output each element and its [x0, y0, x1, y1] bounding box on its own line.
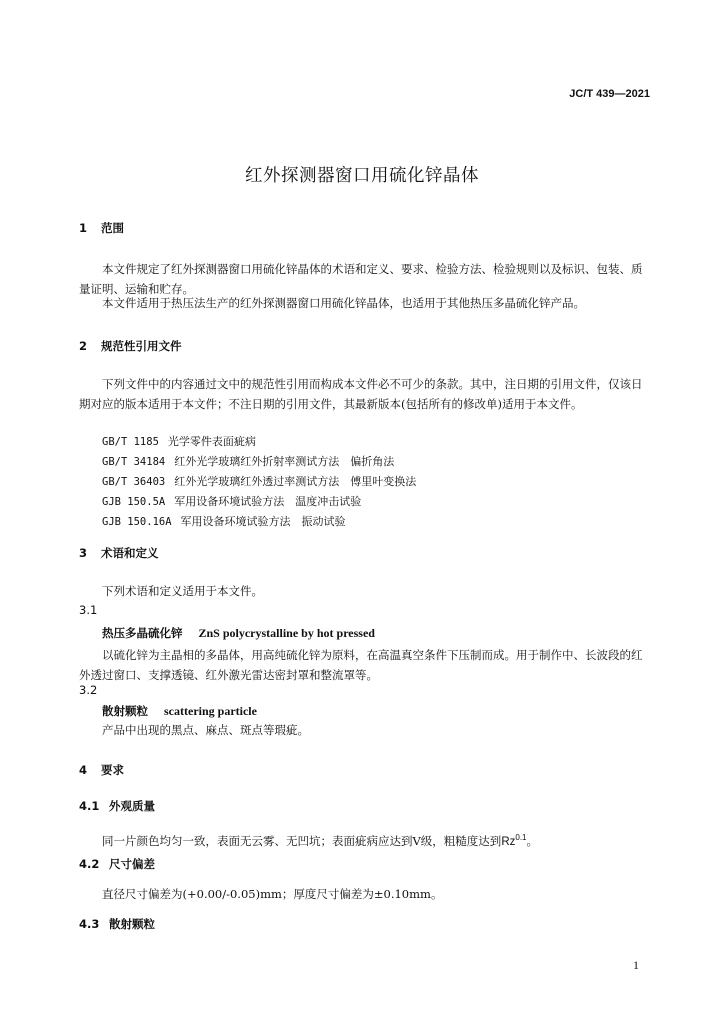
- section-4-heading: [79, 762, 124, 778]
- reference-title: 光学零件表面疵病: [167, 435, 256, 448]
- subsection-number: 4.3: [79, 917, 100, 931]
- roughness-label: Rz: [501, 835, 516, 848]
- subsection-number: 4.1: [79, 799, 100, 813]
- section-number: 3: [79, 546, 88, 560]
- section-1-paragraph-2: 本文件适用于热压法生产的红外探测器窗口用硫化锌晶体，也适用于其他热压多晶硫化锌产品。: [102, 296, 585, 310]
- reference-title: 军用设备环境试验方法 振动试验: [180, 515, 346, 528]
- term-entry: [102, 625, 375, 641]
- reference-item: [102, 473, 416, 489]
- term-chinese: 热压多晶硫化锌: [102, 626, 183, 640]
- document-title: 红外探测器窗口用硫化锌晶体: [245, 166, 479, 186]
- term-number: 3.1: [79, 603, 98, 617]
- section-2-paragraph: 下列文件中的内容通过文中的规范性引用而构成本文件必不可少的条款。其中，注日期的引用文件，仅该日期对应的版本适用于本文件；不注日期的引用文件，其最新版本(包括所有的修改单)适用于本文件。: [79, 377, 643, 411]
- subsection-4-2-heading: [79, 856, 155, 872]
- reference-item: [102, 493, 361, 509]
- section-title: 要求: [101, 763, 124, 777]
- reference-title: 红外光学玻璃红外折射率测试方法 偏折角法: [174, 455, 395, 468]
- term-english: ZnS polycrystalline by hot pressed: [198, 626, 375, 640]
- term-number: 3.2: [79, 683, 98, 697]
- sentence-end: 。: [526, 833, 538, 848]
- reference-code: GJB 150.16A: [102, 516, 172, 528]
- section-title: 术语和定义: [101, 546, 159, 560]
- reference-code: GB/T 34184: [102, 456, 166, 468]
- section-title: 范围: [101, 221, 124, 235]
- subsection-number: 4.2: [79, 857, 100, 871]
- section-3-paragraph: 下列术语和定义适用于本文件。: [102, 584, 263, 598]
- section-1-paragraph-1: 本文件规定了红外探测器窗口用硫化锌晶体的术语和定义、要求、检验方法、检验规则以及标识、包装、质量证明、运输和贮存。: [79, 262, 643, 296]
- subsection-4-1-text: [79, 828, 651, 852]
- subsection-4-3-heading: [79, 916, 155, 932]
- term-definition: 以硫化锌为主晶相的多晶体，用高纯硫化锌为原料，在高温真空条件下压制而成。用于制作中、长波段的红外透过窗口、支撑透镜、红外激光雷达密封罩和整流罩等。: [79, 648, 643, 682]
- page-number: 1: [633, 958, 639, 972]
- reference-title: 军用设备环境试验方法 温度冲击试验: [174, 495, 362, 508]
- roughness-value: 0.1: [515, 833, 527, 842]
- standard-number: JC/T 439—2021: [569, 88, 650, 100]
- section-number: 2: [79, 339, 88, 353]
- subsection-title: 散射颗粒: [109, 917, 155, 931]
- reference-title: 红外光学玻璃红外透过率测试方法 傅里叶变换法: [174, 475, 417, 488]
- reference-code: GB/T 36403: [102, 476, 166, 488]
- section-2-heading: [79, 338, 182, 354]
- reference-code: GB/T 1185: [102, 436, 159, 448]
- reference-item: [102, 513, 346, 529]
- subsection-4-1-heading: [79, 798, 155, 814]
- reference-item: [102, 453, 394, 469]
- section-3-heading: [79, 545, 159, 561]
- term-english: scattering particle: [164, 704, 257, 718]
- section-number: 4: [79, 763, 88, 777]
- subsection-4-2-text: 直径尺寸偏差为(+0.00/-0.05)mm；厚度尺寸偏差为±0.10mm。: [102, 887, 443, 901]
- roughness-symbol: [501, 833, 527, 848]
- section-number: 1: [79, 221, 88, 235]
- section-1-heading: [79, 220, 124, 236]
- reference-code: GJB 150.5A: [102, 496, 166, 508]
- term-chinese: 散射颗粒: [102, 704, 148, 718]
- subsection-title: 尺寸偏差: [109, 857, 155, 871]
- term-definition: 产品中出现的黑点、麻点、斑点等瑕疵。: [102, 723, 309, 737]
- reference-item: [102, 433, 256, 449]
- appearance-requirement: 同一片颜色均匀一致，表面无云雾、无凹坑；表面疵病应达到Ⅴ级，粗糙度达到: [102, 833, 502, 848]
- subsection-title: 外观质量: [109, 799, 155, 813]
- section-title: 规范性引用文件: [101, 339, 182, 353]
- term-entry: [102, 703, 257, 719]
